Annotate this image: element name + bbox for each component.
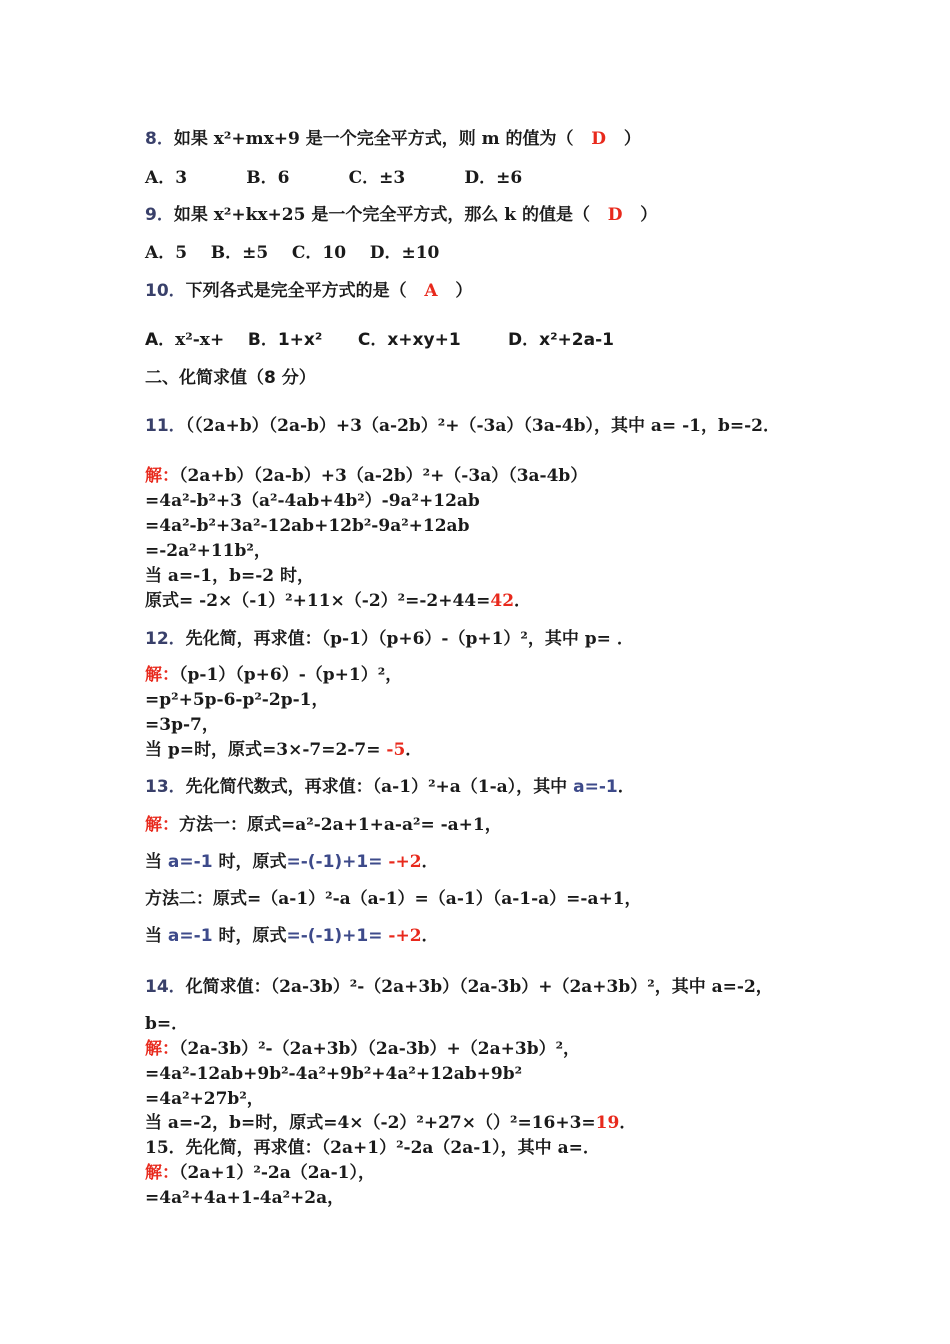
- text-segment: x²+kx+25: [213, 205, 312, 225]
- text-segment: （2a+b）（2a-b）+3（a-2b）²+（-3a）（3a-4b）: [179, 466, 588, 486]
- text-segment: a=．: [557, 1138, 600, 1158]
- text-segment: 当: [145, 1113, 168, 1133]
- text-segment: 其中: [611, 416, 651, 436]
- text-segment: ．: [405, 740, 423, 760]
- text-segment: 其中: [671, 977, 712, 997]
- text-segment: 的值为（: [505, 129, 574, 149]
- text-segment: ．: [617, 777, 635, 797]
- text-segment: 14．: [145, 977, 186, 997]
- text-segment: [405, 168, 464, 188]
- text-line: [145, 739, 422, 761]
- text-line: [145, 329, 614, 351]
- text-segment: 时，原式: [212, 926, 287, 946]
- text-line: [145, 590, 531, 612]
- text-segment: 时，: [280, 566, 314, 586]
- text-segment: 其中: [544, 629, 585, 649]
- text-segment: 12．: [145, 629, 186, 649]
- text-segment: a=-1: [573, 777, 618, 797]
- text-segment: [461, 330, 508, 350]
- text-line: [145, 776, 635, 798]
- text-segment: D．±6: [464, 168, 523, 188]
- text-segment: D．x²+2a-1: [508, 330, 614, 350]
- text-segment: =-(-1)+1=: [286, 852, 383, 872]
- text-line: [145, 1137, 600, 1159]
- text-segment: [224, 330, 248, 350]
- text-segment: ．: [619, 1113, 637, 1133]
- text-segment: （2a-3b）²-（2a+3b）（2a-3b）+（2a+3b）²，: [270, 977, 672, 997]
- text-segment: 13．: [145, 777, 186, 797]
- text-segment: =p²+5p-6-p²-2p-1，: [145, 690, 329, 710]
- text-line: [145, 664, 402, 686]
- text-segment: =4a²+27b²，: [145, 1089, 264, 1109]
- text-line: [145, 1187, 344, 1209]
- text-segment: =4a²+4a+1-4a²+2a，: [145, 1188, 345, 1208]
- text-line: [145, 565, 314, 587]
- text-segment: C．±3: [348, 168, 406, 188]
- text-line: [145, 515, 469, 537]
- answer-text: 解：: [145, 665, 179, 685]
- text-segment: a=-1: [167, 852, 213, 872]
- text-line: [145, 128, 641, 150]
- text-line: [145, 1013, 188, 1035]
- text-segment: 15．: [145, 1138, 186, 1158]
- text-segment: p=: [167, 740, 195, 760]
- text-segment: x²+mx+9: [213, 129, 306, 149]
- text-line: [145, 204, 657, 226]
- answer-text: -5: [386, 740, 406, 760]
- text-segment: C．x+xy+1: [357, 330, 461, 350]
- text-segment: [187, 243, 211, 263]
- text-segment: 如果: [173, 129, 214, 149]
- text-segment: [268, 243, 292, 263]
- text-segment: ）: [640, 205, 658, 225]
- text-segment: =3p-7，: [145, 715, 219, 735]
- text-segment: 的值是（: [521, 205, 590, 225]
- text-segment: 其中: [533, 777, 574, 797]
- answer-text: 42: [490, 591, 515, 611]
- text-line: [145, 1063, 522, 1085]
- text-segment: k: [504, 205, 522, 225]
- answer-text: 19: [595, 1113, 620, 1133]
- text-segment: =4a²-b²+3a²-12ab+12b²-9a²+12ab: [145, 516, 470, 536]
- text-segment: A．: [145, 330, 176, 350]
- text-segment: ．: [421, 926, 439, 946]
- text-segment: ．: [421, 852, 439, 872]
- text-line: [145, 1088, 264, 1110]
- text-segment: a= -1，b=-2．: [650, 416, 780, 436]
- text-segment: 9．: [145, 205, 174, 225]
- text-segment: 时，原式: [194, 740, 263, 760]
- text-segment: [187, 168, 246, 188]
- text-segment: ）: [623, 129, 641, 149]
- text-segment: 先化简，再求值：: [185, 629, 322, 649]
- answer-text: -+2: [382, 926, 422, 946]
- text-segment: b=．: [145, 1014, 189, 1034]
- answer-text: D: [573, 129, 624, 149]
- text-segment: ．: [514, 591, 532, 611]
- text-line: [145, 367, 316, 389]
- text-segment: 先化简，再求值：: [185, 1138, 322, 1158]
- text-segment: m: [481, 129, 506, 149]
- text-segment: （p-1）（p+6）-（p+1）²，: [179, 665, 403, 685]
- text-segment: [346, 243, 370, 263]
- text-segment: A．5: [145, 243, 188, 263]
- text-segment: 当: [145, 852, 168, 872]
- text-line: [145, 628, 634, 650]
- text-segment: （（2a+b）（2a-b）+3（a-2b）²+（-3a）（3a-4b），: [185, 416, 611, 436]
- answer-text: 解：: [145, 1163, 179, 1183]
- text-segment: （2a-3b）²-（2a+3b）（2a-3b）+（2a+3b）²，: [179, 1039, 581, 1059]
- text-line: [145, 1162, 375, 1184]
- text-line: [145, 415, 780, 437]
- text-segment: a=-1: [167, 926, 213, 946]
- text-segment: 先化简代数式，再求值：: [185, 777, 373, 797]
- text-line: [145, 280, 472, 302]
- text-segment: 化简求值：: [185, 977, 271, 997]
- text-line: [145, 714, 219, 736]
- text-segment: B．±5: [210, 243, 269, 263]
- text-segment: 10．: [145, 281, 186, 301]
- text-segment: （a-1）²+a（1-a），: [372, 777, 534, 797]
- text-line: [145, 465, 587, 487]
- text-segment: a=-1，b=-2: [167, 566, 280, 586]
- text-segment: B．1+x²: [247, 330, 323, 350]
- text-segment: 是一个完全平方式，那么: [311, 205, 505, 225]
- text-line: [145, 540, 271, 562]
- answer-text: 解：: [145, 815, 179, 835]
- text-segment: [289, 168, 348, 188]
- text-segment: =a²-2a+1+a-a²= -a+1，: [281, 815, 502, 835]
- text-segment: p= ．: [584, 629, 634, 649]
- text-line: [145, 1112, 636, 1134]
- text-line: [145, 851, 439, 873]
- text-segment: [322, 330, 358, 350]
- text-line: [145, 242, 439, 264]
- text-line: [145, 1038, 580, 1060]
- text-line: [145, 490, 480, 512]
- text-line: [145, 925, 439, 947]
- text-segment: 方法二：原式: [145, 889, 247, 909]
- text-segment: =-2a²+11b²，: [145, 541, 271, 561]
- text-segment: =3×-7=2-7=: [262, 740, 387, 760]
- text-segment: a=-2，b=: [167, 1113, 256, 1133]
- answer-text: A: [406, 281, 456, 301]
- text-segment: 时，原式: [255, 1113, 324, 1133]
- text-segment: （2a+1）²-2a（2a-1），: [321, 1138, 518, 1158]
- text-segment: B．6: [246, 168, 290, 188]
- text-segment: =4a²-b²+3（a²-4ab+4b²）-9a²+12ab: [145, 491, 480, 511]
- text-segment: 当: [145, 740, 168, 760]
- answer-text: 解：: [145, 1039, 179, 1059]
- text-segment: 原式: [145, 591, 179, 611]
- text-segment: （2a+1）²-2a（2a-1），: [179, 1163, 375, 1183]
- text-segment: C．10: [291, 243, 347, 263]
- text-line: [145, 689, 328, 711]
- text-segment: =4×（-2）²+27×（）²=16+3=: [323, 1113, 596, 1133]
- text-segment: 时，原式: [212, 852, 287, 872]
- text-segment: D．±10: [369, 243, 440, 263]
- text-segment: 当: [145, 926, 168, 946]
- answer-text: -+2: [382, 852, 422, 872]
- text-segment: = -2×（-1）²+11×（-2）²=-2+44=: [179, 591, 491, 611]
- text-line: [145, 976, 773, 998]
- text-segment: 8．: [145, 129, 174, 149]
- text-segment: 如果: [173, 205, 214, 225]
- text-segment: ）: [455, 281, 473, 301]
- text-segment: 11．: [145, 416, 186, 436]
- text-segment: 其中: [517, 1138, 558, 1158]
- text-line: [145, 167, 522, 189]
- answer-text: 解：: [145, 466, 179, 486]
- text-segment: （p-1）（p+6）-（p+1）²，: [321, 629, 545, 649]
- text-segment: 方法一：原式: [179, 815, 281, 835]
- text-segment: =-(-1)+1=: [286, 926, 383, 946]
- text-line: [145, 814, 502, 836]
- text-segment: 当: [145, 566, 168, 586]
- text-segment: =4a²-12ab+9b²-4a²+9b²+4a²+12ab+9b²: [145, 1064, 523, 1084]
- text-segment: x²-x+: [175, 330, 225, 350]
- text-line: [145, 888, 642, 910]
- text-segment: 是一个完全平方式，则: [305, 129, 482, 149]
- text-segment: 二、化简求值（8 分）: [145, 368, 316, 388]
- text-segment: 下列各式是完全平方式的是（: [185, 281, 407, 301]
- text-segment: =（a-1）²-a（a-1）=（a-1）（a-1-a）=-a+1，: [247, 889, 642, 909]
- answer-text: D: [589, 205, 641, 225]
- text-segment: a=-2，: [711, 977, 773, 997]
- text-segment: A．3: [145, 168, 188, 188]
